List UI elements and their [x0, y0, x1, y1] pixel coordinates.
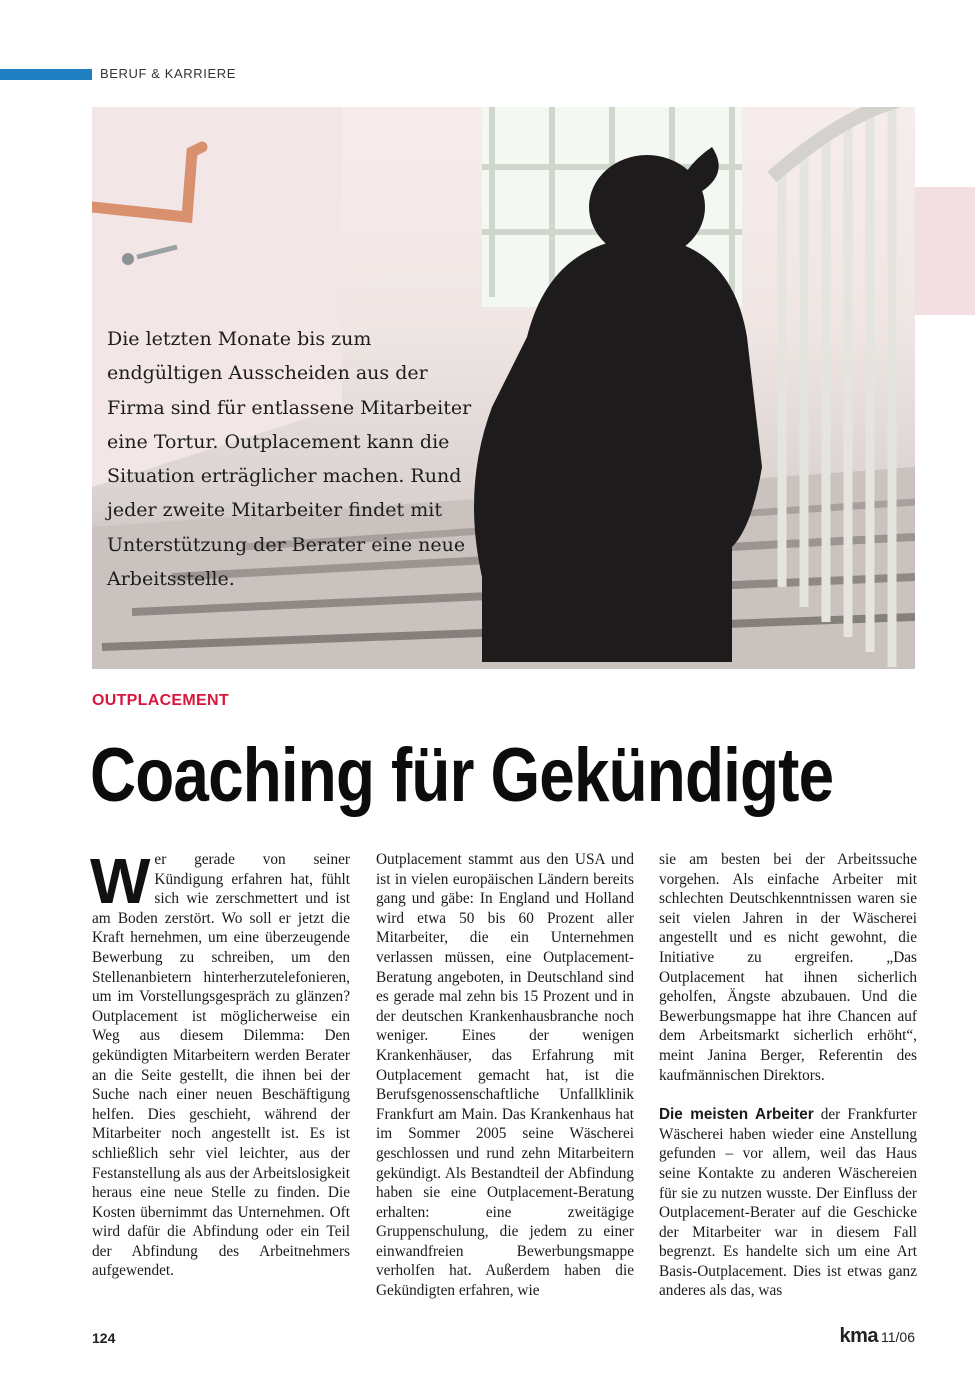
magazine-brand [839, 1325, 915, 1348]
issue-number: 11/06 [881, 1329, 915, 1345]
article-kicker: OUTPLACEMENT [92, 692, 229, 709]
bracket-mount [122, 253, 134, 265]
body-paragraph [90, 845, 350, 1281]
column-1-text: er gerade von seiner Kündigung erfahren hat, fühlt sich wie zerschmettert und ist am Boden zerstört. Wo soll er jetzt die Kraft hernehmen, um eine überzeugende Bewerbung zu schreiben, um den Stellenanbietern hinterherzutelefonieren, um im Vorstellungsgespräch zu glänzen? Outplacement ist möglicherweise ein Weg aus diesem Dilemma: Den gekündigten Mitarbeitern werden Berater an die Seite gestellt, die ihnen bei der Suche nach einer neuen Beschäftigung helfen. Dies geschieht, während der Mitarbeiter noch angestellt ist. Es ist schließlich sehr viel leichter, aus der Festanstellung als aus der Arbeitslosigkeit heraus eine neue Stelle zu finden. Die Kosten übernimmt das Unternehmen. Oft wird dafür die Abfindung oder ein Teil der Abfindung des Arbeitnehmers aufgewendet. [92, 851, 350, 1280]
article-column-1 [90, 845, 350, 1281]
drop-cap: W [90, 845, 151, 917]
section-color-bar [0, 69, 92, 80]
body-paragraph: Outplacement stammt aus den USA und ist in vielen europäischen Ländern bereits gang und gäbe: In England und Holland wird etwa 50 bis 60 Prozent aller Mitarbeiter, die ein Unternehmen verlassen müssen, eine Outplacement-Beratung angeboten, in Deutschland sind es gerade mal zehn bis 15 Prozent und in der deutschen Krankenhausbranche noch weniger. Eines der wenigen Krankenhäuser, das Erfahrung mit Outplacement gemacht hat, ist die Berufsgenossenschaftliche Unfallklinik Frankfurt am Main. Das Krankenhaus hat im Sommer 2005 seine Wäscherei geschlossen und rund zehn Mitarbeitern gekündigt. Als Bestandteil der Abfindung haben sie eine Outplacement-Beratung erhalten: eine zweitägige Gruppenschulung, die jedem zu einer einwandfreien Bewerbungsmappe verholfen hat. Außerdem haben die Gekündigten erfahren, wie [376, 851, 634, 1300]
side-color-tab [915, 187, 975, 315]
column-3-text: der Frankfurter Wäscherei haben wieder eine Anstellung gefunden – vor allem, weil das Haus seine Kontakte zu anderen Wäschereien für sie zu nutzen wusste. Der Einfluss der Outplacement-Berater auf die Geschicke der Mitarbeiter war in diesem Fall begrenzt. Es handelte sich um eine Art Basis-Outplacement. Dies ist etwas ganz anderes als das, was [659, 1106, 917, 1300]
lead-paragraph: Die letzten Monate bis zum endgültigen Ausscheiden aus der Firma sind für entlassene Mitarbeiter eine Tortur. Outplacement kann die Situation erträglicher machen. Rund jeder zweite Mitarbeiter findet mit Unterstützung der Berater eine neue Arbeitsstelle. [107, 328, 472, 591]
article-headline [90, 726, 975, 826]
paragraph-lead-in: Die meisten Arbeiter [659, 1106, 814, 1124]
article-column-3 [659, 850, 917, 1301]
headline-text: Coaching für Gekündigte [90, 733, 834, 818]
section-label: BERUF & KARRIERE [100, 66, 237, 81]
page-number: 124 [92, 1330, 116, 1346]
body-paragraph [659, 1105, 917, 1301]
body-paragraph: sie am besten bei der Arbeitssuche vorgehen. Als einfache Arbeiter mit schlechten Deutschkenntnissen waren sie seit vielen Jahren in der Wäscherei angestellt und es nicht gewohnt, die Initiative zu ergreifen. „Das Outplacement hat ihnen sicherlich geholfen, Ängste abzubauen. Und die Bewerbungsmappe hat ihre Chancen auf dem Arbeitsmarkt sicherlich erhöht“, meint Janina Berger, Referentin des kaufmännischen Direktors. [659, 851, 917, 1084]
kma-logo: kma [839, 1325, 878, 1347]
article-column-2 [376, 850, 634, 1301]
